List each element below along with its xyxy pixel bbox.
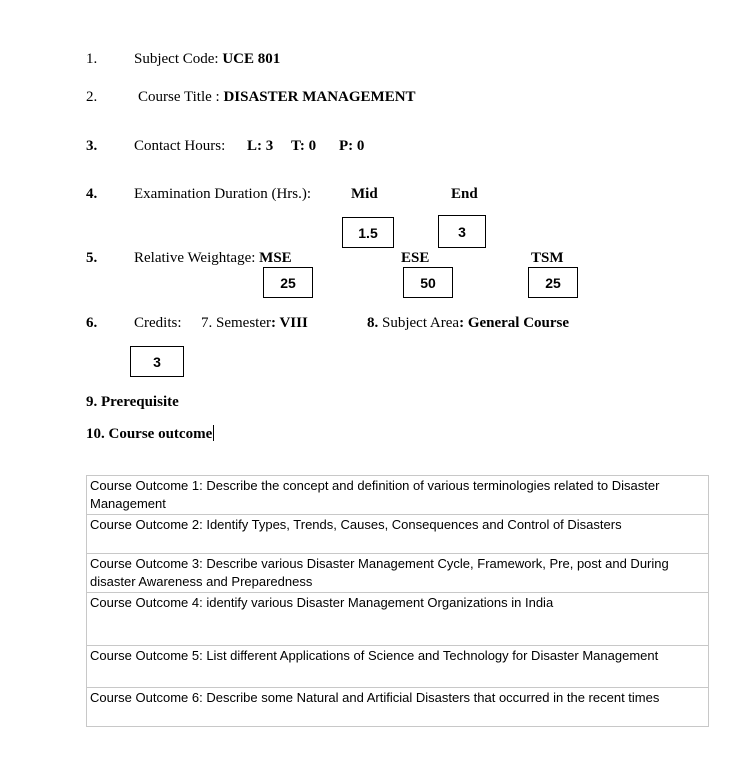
exam-duration-label: Examination Duration (Hrs.): (134, 186, 312, 202)
exam-end-value-box: 3 (438, 215, 486, 248)
item-1-number: 1. (86, 51, 98, 67)
exam-mid-label: Mid (351, 186, 378, 202)
subject-code-value: UCE 801 (222, 51, 281, 67)
item-4-number: 4. (86, 186, 98, 202)
outcome-cell-1[interactable]: Course Outcome 1: Describe the concept and definition of various terminologies related to Disaster Management (87, 476, 709, 515)
subject-code-line (134, 51, 280, 68)
item-6-number: 6. (86, 315, 98, 331)
subject-area-colon: : (459, 315, 468, 331)
subject-area-label: Subject Area (378, 315, 460, 331)
contact-hours-label: Contact Hours: (134, 138, 226, 154)
semester-value: VIII (279, 315, 308, 331)
relative-weightage-label: Relative Weightage: (134, 250, 260, 266)
item-3-number: 3. (86, 138, 98, 154)
relative-weightage-line (134, 250, 292, 267)
table-row (87, 476, 709, 515)
weightage-mse-value-box: 25 (263, 267, 313, 298)
credits-label: Credits: (134, 315, 182, 331)
weightage-tsm-label: TSM (531, 250, 564, 266)
item-2-number: 2. (86, 89, 98, 105)
semester-line (201, 315, 308, 332)
course-outcome-heading-text: 10. Course outcome (86, 426, 213, 442)
outcome-cell-5[interactable]: Course Outcome 5: List different Applications of Science and Technology for Disaster Management (87, 646, 709, 688)
weightage-tsm-value-box: 25 (528, 267, 578, 298)
item-5-number: 5. (86, 250, 98, 266)
subject-area-number: 8. (367, 315, 379, 331)
course-title-line (138, 89, 416, 106)
table-row (87, 593, 709, 646)
course-title-label: Course Title : (138, 89, 224, 105)
contact-hours-tutorial: T: 0 (291, 138, 317, 154)
credits-value-box: 3 (130, 346, 184, 377)
table-row (87, 646, 709, 688)
subject-area-value: General Course (467, 315, 570, 331)
course-outcomes-table (86, 475, 709, 727)
table-row (87, 688, 709, 727)
subject-code-label: Subject Code: (134, 51, 223, 67)
semester-label: 7. Semester (201, 315, 271, 331)
weightage-ese-label: ESE (401, 250, 430, 266)
weightage-ese-value-box: 50 (403, 267, 453, 298)
outcome-cell-6[interactable]: Course Outcome 6: Describe some Natural and Artificial Disasters that occurred in the recent times (87, 688, 709, 727)
prerequisite-heading: 9. Prerequisite (86, 394, 179, 410)
outcome-cell-3[interactable]: Course Outcome 3: Describe various Disaster Management Cycle, Framework, Pre, post and During disaster Awareness and Preparedness (87, 554, 709, 593)
text-cursor (213, 425, 214, 441)
contact-hours-lecture: L: 3 (247, 138, 274, 154)
semester-colon: : (270, 315, 280, 331)
subject-area-line (367, 315, 569, 332)
weightage-mse-label: MSE (259, 250, 292, 266)
exam-end-label: End (451, 186, 478, 202)
table-row (87, 554, 709, 593)
course-outcome-heading (86, 425, 214, 443)
table-row (87, 515, 709, 554)
outcome-cell-4[interactable]: Course Outcome 4: identify various Disaster Management Organizations in India (87, 593, 709, 646)
contact-hours-practical: P: 0 (339, 138, 365, 154)
outcome-cell-2[interactable]: Course Outcome 2: Identify Types, Trends, Causes, Consequences and Control of Disasters (87, 515, 709, 554)
exam-mid-value-box: 1.5 (342, 217, 394, 248)
course-title-value: DISASTER MANAGEMENT (223, 89, 416, 105)
